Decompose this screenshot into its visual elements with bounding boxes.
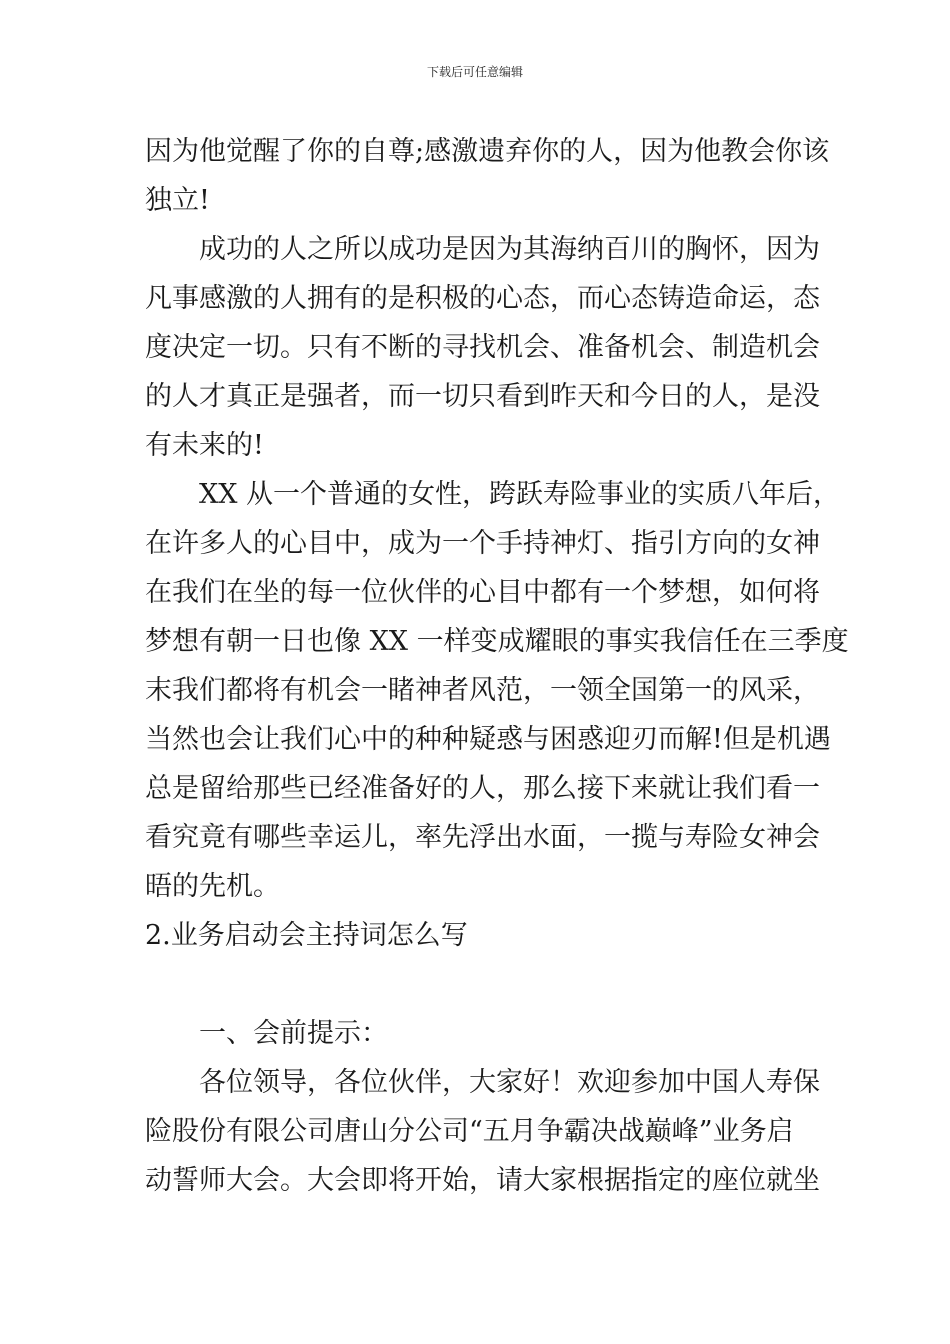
paragraph-start-line: XX 从一个普通的女性，跨跃寿险事业的实质八年后， [199,479,841,510]
text-line: 在我们在坐的每一位伙伴的心目中都有一个梦想，如何将 [145,577,820,608]
text-line: 看究竟有哪些幸运儿，率先浮出水面，一揽与寿险女神会 [145,822,820,853]
text-line: 当然也会让我们心中的种种疑惑与困惑迎刃而解!但是机遇 [145,724,831,755]
text-line: 晤的先机。 [145,871,280,902]
blank-line [145,960,815,1009]
text-line: 末我们都将有机会一睹神者风范，一领全国第一的风采， [145,675,820,706]
text-line: 险股份有限公司唐山分公司“五月争霸决战巅峰”业务启 [145,1116,794,1147]
paragraph-start-line: 成功的人之所以成功是因为其海纳百川的胸怀，因为 [199,234,820,265]
text-line: 的人才真正是强者，而一切只看到昨天和今日的人，是没 [145,381,820,412]
text-line: 凡事感激的人拥有的是积极的心态，而心态铸造命运，态 [145,283,820,314]
page-header: 下载后可任意编辑 [426,65,523,79]
paragraph-start-line: 各位领导，各位伙伴，大家好！欢迎参加中国人寿保 [199,1067,820,1098]
document-body [145,127,849,1205]
text-line: 梦想有朝一日也像 XX 一样变成耀眼的事实我信任在三季度 [145,626,849,657]
subsection-heading: 一、会前提示： [199,1018,388,1049]
section-heading: 2.业务启动会主持词怎么写 [145,920,468,951]
text-line: 有未来的! [145,430,264,461]
text-line: 动誓师大会。大会即将开始，请大家根据指定的座位就坐 [145,1165,820,1196]
text-line: 度决定一切。只有不断的寻找机会、准备机会、制造机会 [145,332,820,363]
text-line: 在许多人的心目中，成为一个手持神灯、指引方向的女神 [145,528,820,559]
text-line: 独立! [145,185,210,216]
text-line: 总是留给那些已经准备好的人，那么接下来就让我们看一 [145,773,820,804]
text-line: 因为他觉醒了你的自尊;感激遗弃你的人，因为他教会你该 [145,136,830,167]
